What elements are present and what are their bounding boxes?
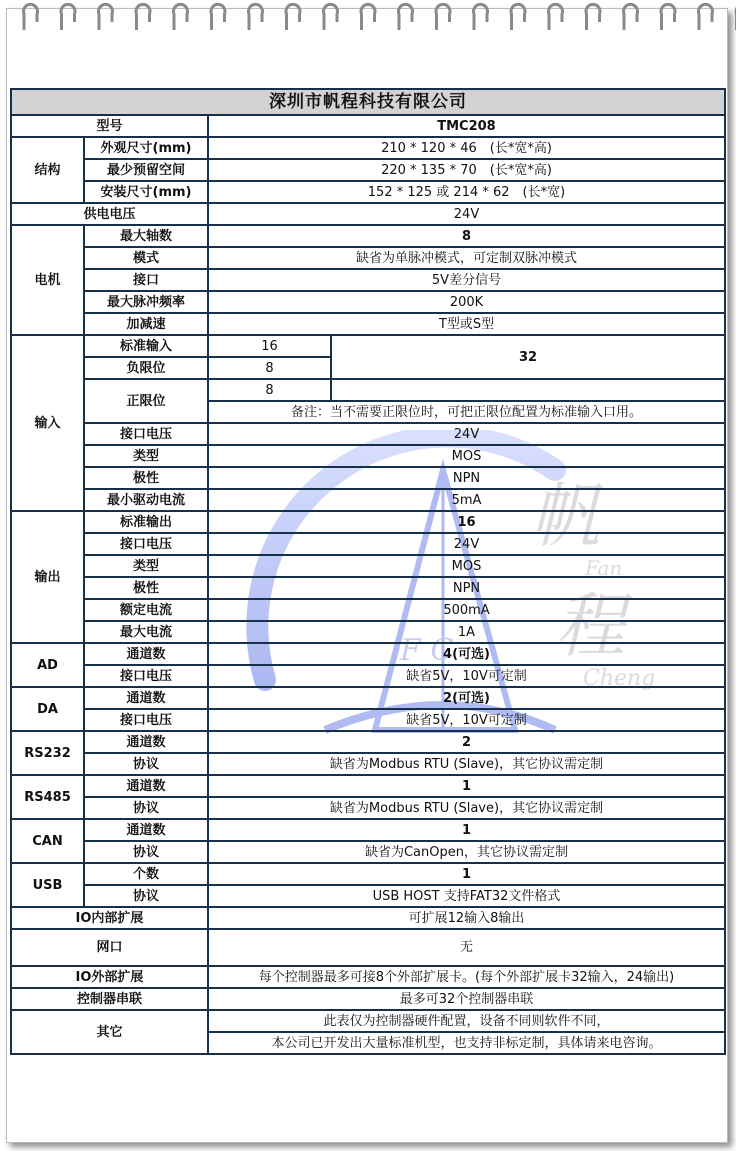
rs232-row-1 [11,731,725,753]
output-row-6 [11,621,725,643]
input-row-polarity [11,467,725,489]
binder-ring-icon [549,4,563,30]
output-row-5 [11,599,725,621]
watermark-text-cheng: Cheng [583,666,656,691]
output-value: NPN [208,577,725,599]
binder-ring-icon [511,4,525,30]
motor-row-3 [11,269,725,291]
structure-value: 210 * 120 * 46 (长*宽*高) [208,137,725,159]
io-external-value: 每个控制器最多可接8个外部扩展卡。(每个外部扩展卡32输入，24输出) [208,966,725,988]
rs485-value: 缺省为Modbus RTU (Slave)，其它协议需定制 [208,797,725,819]
input-spacer-cell [331,379,725,401]
da-group: DA [11,687,84,731]
motor-label: 最大轴数 [84,225,208,247]
input-std-label: 标准输入 [84,335,208,357]
motor-label: 最大脉冲频率 [84,291,208,313]
other-line-1: 此表仅为控制器硬件配置，设备不同则软件不同， [208,1010,725,1032]
watermark-text-fc: F C [400,633,454,668]
structure-value: 220 * 135 * 70 (长*宽*高) [208,159,725,181]
ad-group: AD [11,643,84,687]
can-value: 1 [208,819,725,841]
motor-value: 200K [208,291,725,313]
output-label: 最大电流 [84,621,208,643]
network-label: 网口 [11,929,208,966]
model-label: 型号 [11,115,208,137]
rs485-group: RS485 [11,775,84,819]
motor-row-1 [11,225,725,247]
output-row-4 [11,577,725,599]
structure-label: 外观尺寸(mm) [84,137,208,159]
input-group: 输入 [11,335,84,511]
ad-label: 通道数 [84,643,208,665]
motor-value: T型或S型 [208,313,725,335]
input-row-current [11,489,725,511]
motor-value: 缺省为单脉冲模式，可定制双脉冲模式 [208,247,725,269]
can-group: CAN [11,819,84,863]
watermark-text-fan: Fan [585,556,623,580]
can-row-2 [11,841,725,863]
input-std-value: 16 [208,335,331,357]
structure-value: 152 * 125 或 214 * 62 (长*宽) [208,181,725,203]
rs232-label: 协议 [84,753,208,775]
io-internal-row [11,907,725,929]
binder-ring-icon [699,4,713,30]
da-row-1 [11,687,725,709]
input-pos-value: 8 [208,379,331,401]
structure-row-3 [11,181,725,203]
ad-row-2 [11,665,725,687]
model-value: TMC208 [208,115,725,137]
power-row [11,203,725,225]
output-value: 500mA [208,599,725,621]
binder-ring-icon [174,4,188,30]
motor-label: 接口 [84,269,208,291]
ad-value: 4(可选) [208,643,725,665]
company-name: 深圳市帆程科技有限公司 [11,89,725,115]
rs232-row-2 [11,753,725,775]
structure-group: 结构 [11,137,84,203]
input-neg-label: 负限位 [84,357,208,379]
binder-rings [0,0,736,40]
motor-label: 加减速 [84,313,208,335]
binder-ring-icon [61,4,75,30]
structure-label: 安装尺寸(mm) [84,181,208,203]
output-value: 24V [208,533,725,555]
binder-ring-icon [661,4,675,30]
rs232-group: RS232 [11,731,84,775]
input-label: 类型 [84,445,208,467]
binder-ring-icon [24,4,38,30]
output-label: 标准输出 [84,511,208,533]
watermark-char-fan: 帆 [530,475,600,557]
power-label: 供电电压 [11,203,208,225]
usb-group: USB [11,863,84,907]
can-value: 缺省为CanOpen，其它协议需定制 [208,841,725,863]
motor-value: 5V差分信号 [208,269,725,291]
input-label: 最小驱动电流 [84,489,208,511]
usb-row-1 [11,863,725,885]
binder-ring-icon [286,4,300,30]
motor-row-2 [11,247,725,269]
output-value: 1A [208,621,725,643]
motor-group: 电机 [11,225,84,335]
usb-value: 1 [208,863,725,885]
rs485-row-1 [11,775,725,797]
input-pos-label: 正限位 [84,379,208,423]
other-label: 其它 [11,1010,208,1054]
output-row-3 [11,555,725,577]
usb-label: 协议 [84,885,208,907]
binder-ring-icon [99,4,113,30]
power-value: 24V [208,203,725,225]
cascade-label: 控制器串联 [11,988,208,1010]
binder-ring-icon [324,4,338,30]
can-row-1 [11,819,725,841]
watermark-char-cheng: 程 [555,585,625,667]
binder-ring-icon [474,4,488,30]
input-value: NPN [208,467,725,489]
structure-row-1 [11,137,725,159]
binder-ring-icon [586,4,600,30]
input-row-type [11,445,725,467]
other-line-2: 本公司已开发出大量标准机型，也支持非标定制，具体请来电咨询。 [208,1032,725,1054]
output-label: 接口电压 [84,533,208,555]
cascade-value: 最多可32个控制器串联 [208,988,725,1010]
rs485-row-2 [11,797,725,819]
output-label: 类型 [84,555,208,577]
other-row-1 [11,1010,725,1032]
structure-label: 最少预留空间 [84,159,208,181]
rs485-label: 通道数 [84,775,208,797]
input-value: 5mA [208,489,725,511]
output-value: 16 [208,511,725,533]
cascade-row [11,988,725,1010]
ad-value: 缺省5V，10V可定制 [208,665,725,687]
binder-ring-icon [361,4,375,30]
da-row-2 [11,709,725,731]
io-internal-label: IO内部扩展 [11,907,208,929]
input-label: 接口电压 [84,423,208,445]
model-row [11,115,725,137]
network-row [11,929,725,966]
spec-table [10,88,726,1055]
da-value: 缺省5V，10V可定制 [208,709,725,731]
da-label: 通道数 [84,687,208,709]
network-value: 无 [208,929,725,966]
output-row-1 [11,511,725,533]
binder-ring-icon [399,4,413,30]
input-value: 24V [208,423,725,445]
binder-ring-icon [249,4,263,30]
structure-row-2 [11,159,725,181]
input-total: 32 [331,335,725,379]
motor-value: 8 [208,225,725,247]
input-row-std [11,335,725,357]
rs232-value: 2 [208,731,725,753]
title-row [11,89,725,115]
motor-row-5 [11,313,725,335]
input-value: MOS [208,445,725,467]
rs485-value: 1 [208,775,725,797]
binder-ring-icon [211,4,225,30]
rs485-label: 协议 [84,797,208,819]
da-value: 2(可选) [208,687,725,709]
rs232-label: 通道数 [84,731,208,753]
input-row-voltage [11,423,725,445]
binder-ring-icon [436,4,450,30]
output-row-2 [11,533,725,555]
io-external-label: IO外部扩展 [11,966,208,988]
motor-label: 模式 [84,247,208,269]
binder-ring-icon [624,4,638,30]
usb-row-2 [11,885,725,907]
da-label: 接口电压 [84,709,208,731]
output-group: 输出 [11,511,84,643]
usb-value: USB HOST 支持FAT32文件格式 [208,885,725,907]
output-label: 极性 [84,577,208,599]
io-external-row [11,966,725,988]
output-label: 额定电流 [84,599,208,621]
usb-label: 个数 [84,863,208,885]
motor-row-4 [11,291,725,313]
output-value: MOS [208,555,725,577]
ad-label: 接口电压 [84,665,208,687]
rs232-value: 缺省为Modbus RTU (Slave)，其它协议需定制 [208,753,725,775]
input-note: 备注：当不需要正限位时，可把正限位配置为标准输入口用。 [208,401,725,423]
can-label: 通道数 [84,819,208,841]
io-internal-value: 可扩展12输入8输出 [208,907,725,929]
can-label: 协议 [84,841,208,863]
input-label: 极性 [84,467,208,489]
binder-ring-icon [136,4,150,30]
ad-row-1 [11,643,725,665]
input-neg-value: 8 [208,357,331,379]
